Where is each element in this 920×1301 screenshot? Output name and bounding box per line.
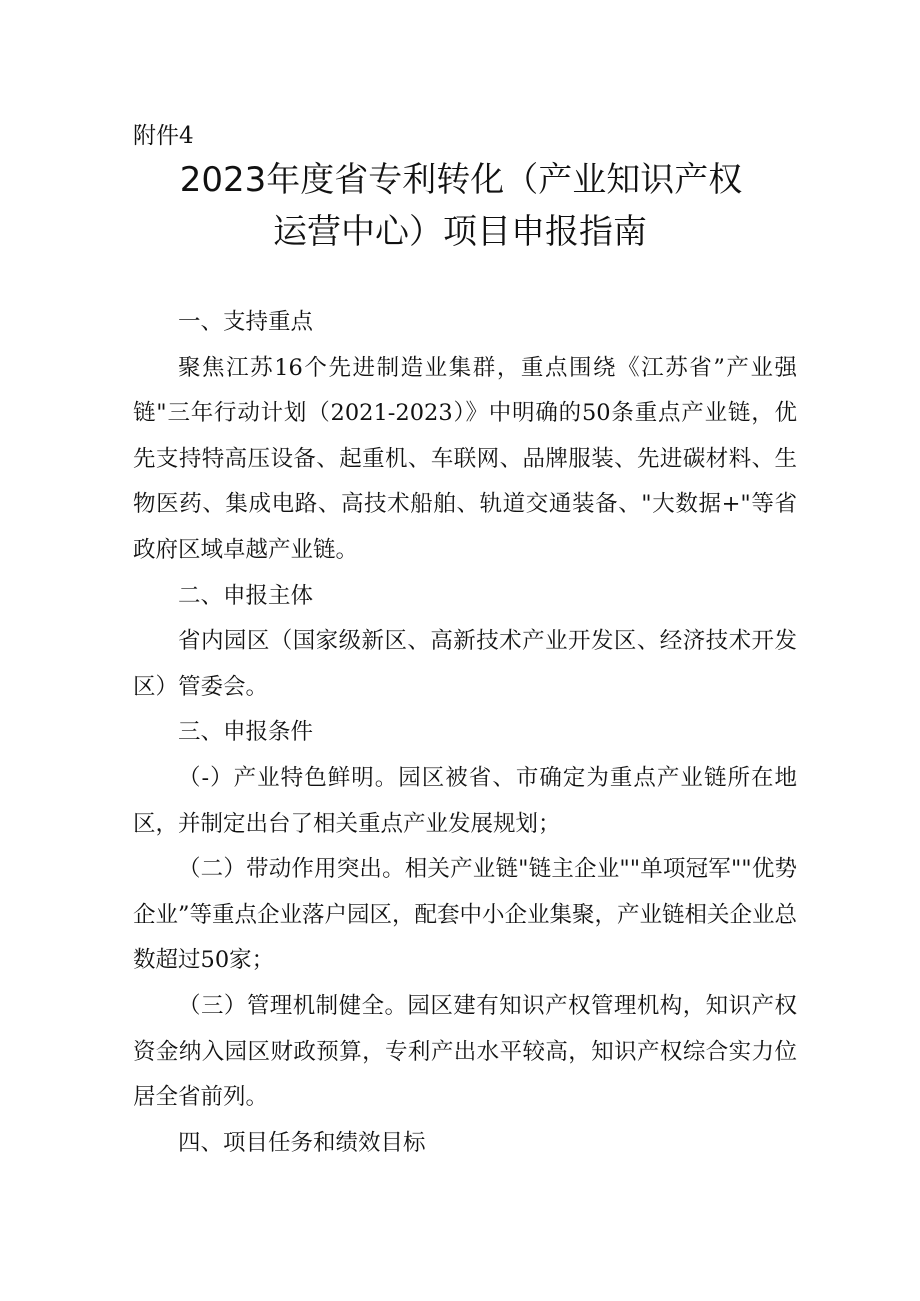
paragraph-support-focus: 聚焦江苏16个先进制造业集群，重点围绕《江苏省”产业强链"三年行动计划（2021-2023）》中明确的50条重点产业链，优先支持特高压设备、起重机、车联网、品牌服装、先进碳材料、生物医药、集成电路、高技术船舶、轨道交通装备、"大数据+"等省政府区域卓越产业链。 xyxy=(133,354,797,563)
paragraph-condition-2: （二）带动作用突出。相关产业链"链主企业""单项冠军""优势企业”等重点企业落户园区，配套中小企业集聚，产业链相关企业总数超过50家； xyxy=(133,856,798,974)
document-title-line-2: 运营中心）项目申报指南 xyxy=(273,212,647,252)
document-title-line-1: 2023年度省专利转化（产业知识产权 xyxy=(179,160,743,200)
attachment-label: 附件4 xyxy=(133,123,194,149)
document-title xyxy=(0,156,920,256)
section-heading-support-focus: 一、支持重点 xyxy=(178,309,314,335)
paragraph-condition-1: （-）产业特色鲜明。园区被省、市确定为重点产业链所在地区，并制定出台了相关重点产业发展规划； xyxy=(133,764,797,837)
document-body xyxy=(133,300,797,1166)
paragraph-condition-3: （三）管理机制健全。园区建有知识产权管理机构，知识产权资金纳入园区财政预算，专利产出水平较高，知识产权综合实力位居全省前列。 xyxy=(133,992,797,1111)
section-heading-applicant: 二、申报主体 xyxy=(178,582,314,609)
paragraph-applicant: 省内园区（国家级新区、高新技术产业开发区、经济技术开发区）管委会。 xyxy=(133,628,797,700)
section-heading-tasks-targets: 四、项目任务和绩效目标 xyxy=(178,1129,426,1156)
section-heading-conditions: 三、申报条件 xyxy=(178,719,314,746)
